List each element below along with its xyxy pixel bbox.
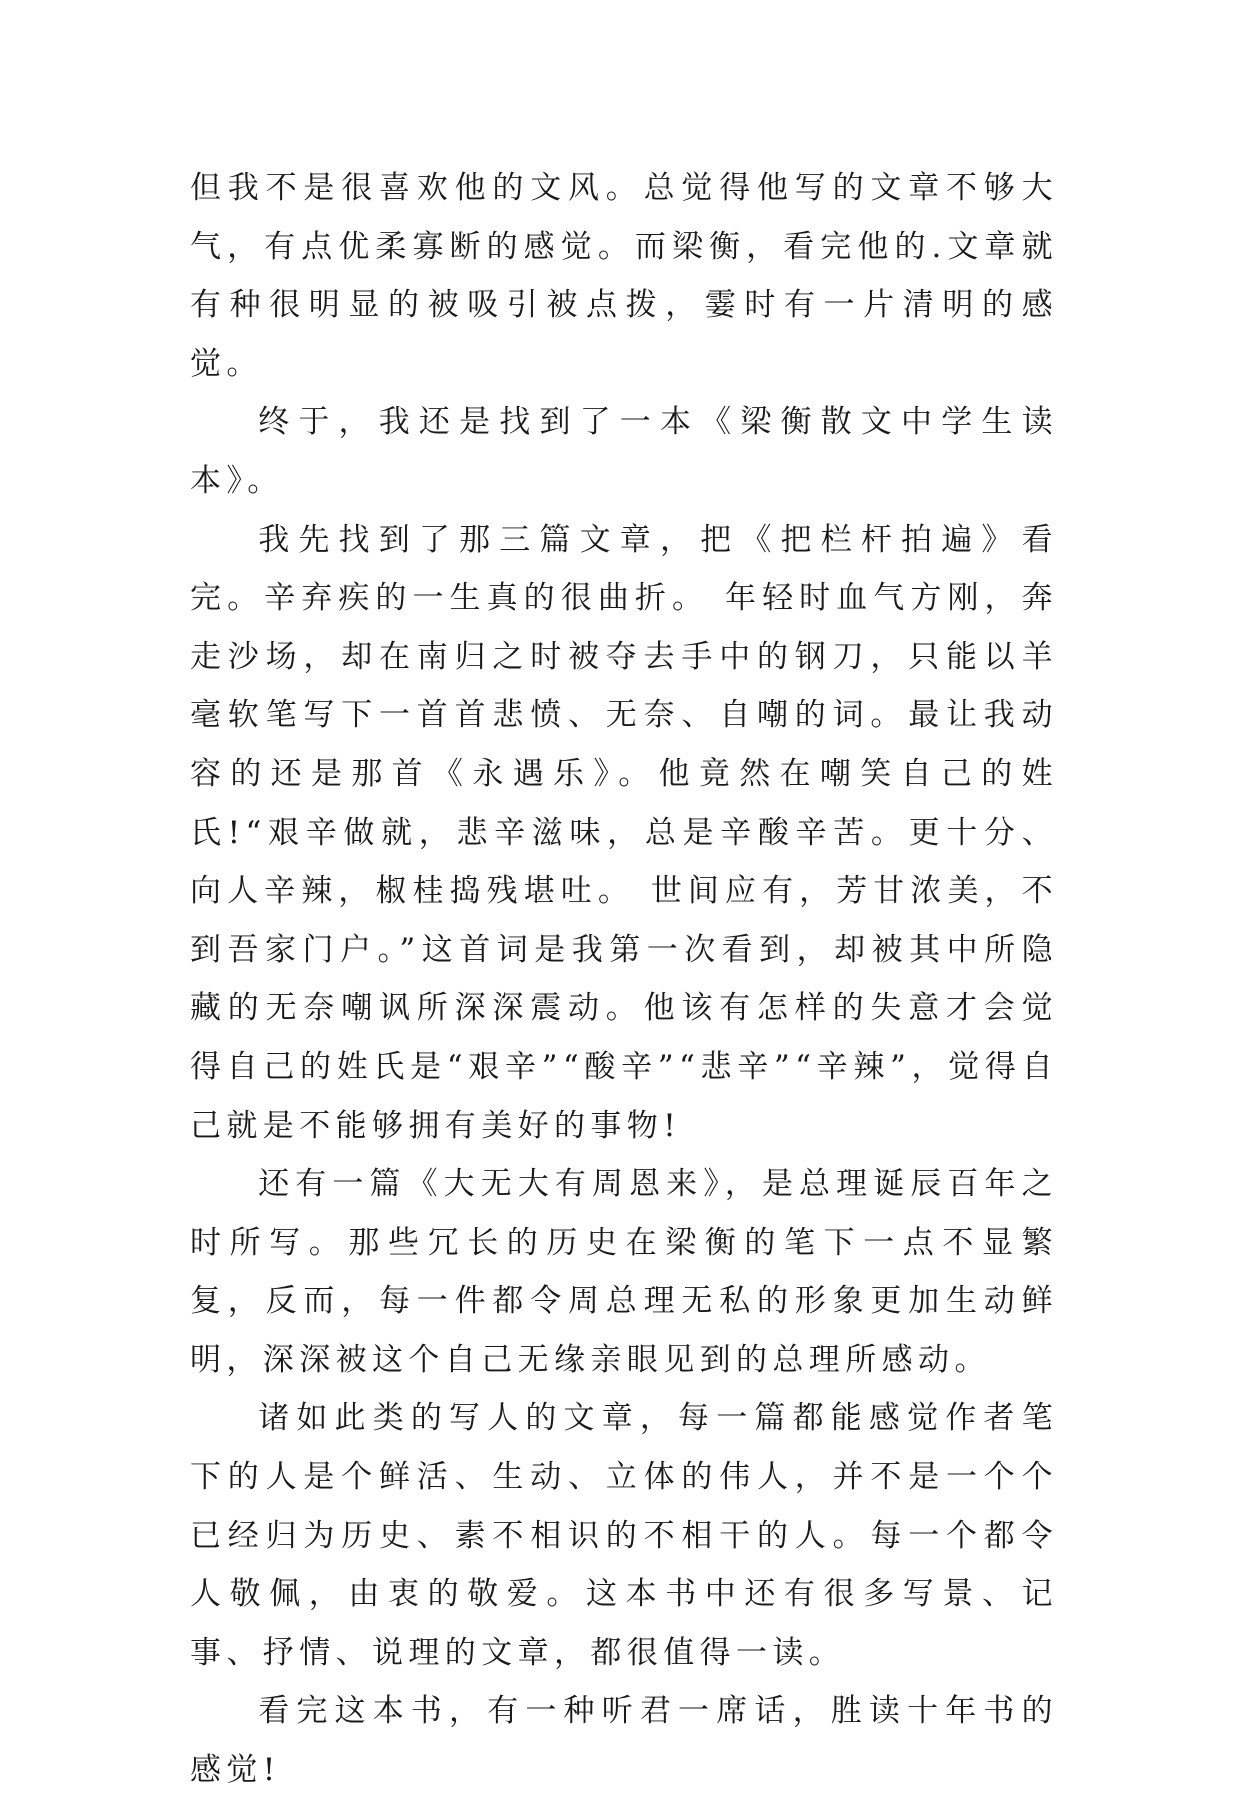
paragraph-5: 诸如此类的写人的文章，每一篇都能感觉作者笔下的人是个鲜活、生动、立体的伟人，并不是一个个已经归为历史、素不相识的不相干的人。每一个都令人敬佩，由衷的敬爱。这本书中还有很多写景、记事、抒情、说理的文章，都很值得一读。: [190, 1400, 1058, 1671]
paragraph-2: 终于，我还是找到了一本《梁衡散文中学生读本》。: [190, 404, 1058, 499]
paragraph-4: 还有一篇《大无大有周恩来》，是总理诞辰百年之时所写。那些冗长的历史在梁衡的笔下一点不显繁复，反而，每一件都令周总理无私的形象更加生动鲜明，深深被这个自己无缘亲眼见到的总理所感动。: [190, 1166, 1058, 1378]
paragraph-6: 看完这本书，有一种听君一席话，胜读十年书的感觉!: [190, 1693, 1058, 1789]
paragraph-3: 我先找到了那三篇文章，把《把栏杆拍遍》看完。辛弃疾的一生真的很曲折。 年轻时血气方刚，奔走沙场，却在南归之时被夺去手中的钢刀，只能以羊毫软笔写下一首首悲愤、无奈、自嘲的词。最让我动容的还是那首《永遇乐》。他竟然在嘲笑自己的姓氏!“艰辛做就，悲辛滋味，总是辛酸辛苦。更十分、向人辛辣，椒桂捣残堪吐。 世间应有，芳甘浓美，不到吾家门户。”这首词是我第一次看到，却被其中所隐藏的无奈嘲讽所深深震动。他该有怎样的失意才会觉得自己的姓氏是“艰辛”“酸辛”“悲辛”“辛辣”，觉得自己就是不能够拥有美好的事物!: [190, 521, 1058, 1144]
paragraph-1: 但我不是很喜欢他的文风。总觉得他写的文章不够大气，有点优柔寡断的感觉。而梁衡，看完他的.文章就有种很明显的被吸引被点拨，霎时有一片清明的感觉。: [190, 170, 1058, 382]
document-body: [190, 159, 1058, 1800]
